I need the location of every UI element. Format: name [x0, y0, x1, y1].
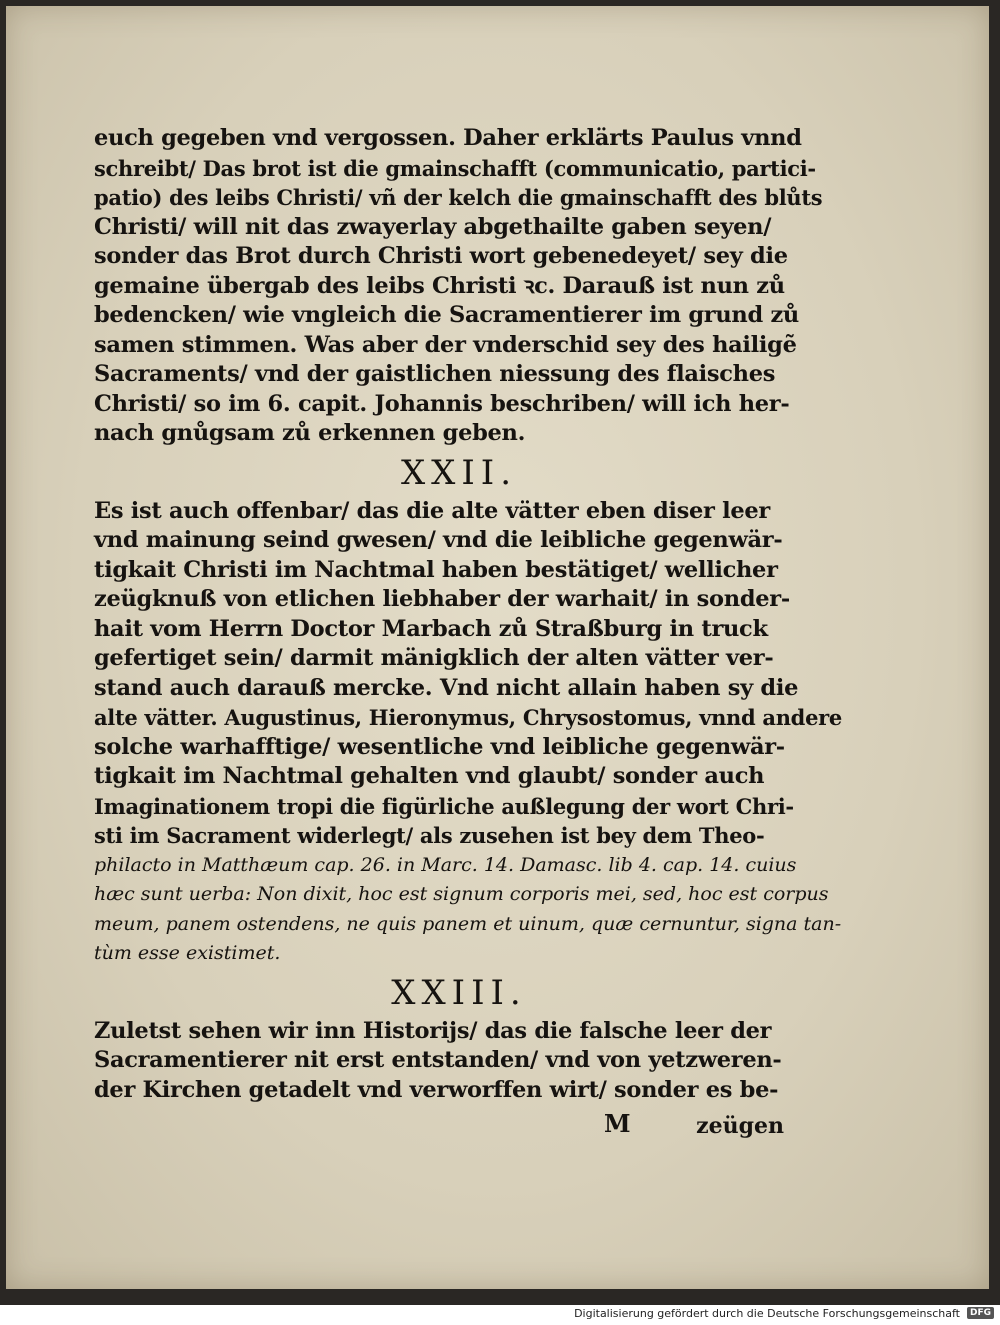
book-page: [6, 6, 989, 1289]
text-line: tigkait Christi im Nachtmal haben bestätiget/ wellicher: [94, 556, 778, 583]
latin-line: hæc sunt uerba: Non dixit, hoc est signum corporis mei, sed, hoc est corpus: [94, 883, 829, 905]
dfg-logo-icon: DFG: [967, 1307, 994, 1319]
text-line: patio) des leibs Christi/ vñ der kelch die gmainschafft des blůts: [94, 185, 823, 210]
latin-line: philacto in Matthæum cap. 26. in Marc. 14. Damasc. lib 4. cap. 14. cuius: [94, 853, 797, 876]
text-line: tigkait im Nachtmal gehalten vnd glaubt/ sonder auch: [94, 763, 765, 789]
text-line: gemaine übergab des leibs Christi ꝛc. Darauß ist nun zů: [94, 272, 785, 299]
text-line: Christi/ will nit das zwayerlay abgethailte gaben seyen/: [94, 213, 772, 240]
text-line: solche warhafftige/ wesentliche vnd leibliche gegenwär-: [94, 733, 785, 760]
paragraph-block-1: [94, 124, 823, 449]
footer-bar: [0, 1305, 1000, 1325]
page-foot-row: [94, 1105, 784, 1145]
text-line: euch gegeben vnd vergossen. Daher erklärts Paulus vnnd: [94, 125, 802, 151]
text-line: zeügknuß von etlichen liebhaber der warhait/ in sonder-: [94, 586, 790, 612]
text-line: Imaginationem tropi die figürliche außlegung der wort Chri-: [94, 793, 794, 819]
section-heading-xxii: XXII.: [400, 452, 518, 493]
paragraph-block-2: [94, 497, 842, 969]
text-line: Sacramentierer nit erst entstanden/ vnd von yetzweren-: [94, 1047, 782, 1073]
text-line: stand auch darauß mercke. Vnd nicht allain haben sy die: [94, 674, 799, 701]
text-line: gefertiget sein/ darmit mänigklich der alten vätter ver-: [94, 645, 774, 671]
catchword: zeügen: [696, 1113, 784, 1139]
latin-line: meum, panem ostendens, ne quis panem et uinum, quæ cernuntur, signa tan-: [94, 912, 842, 935]
text-line: nach gnůgsam zů erkennen geben.: [94, 420, 526, 446]
latin-line: tùm esse existimet.: [94, 942, 281, 964]
text-line: der Kirchen getadelt vnd verworffen wirt/ sonder es be-: [94, 1076, 779, 1103]
text-line: Sacraments/ vnd der gaistlichen niessung des flaisches: [94, 361, 776, 387]
text-block: [94, 124, 842, 1145]
funding-credit: Digitalisierung gefördert durch die Deutsche Forschungsgemeinschaft: [574, 1307, 960, 1320]
text-line: bedencken/ wie vngleich die Sacramentierer im grund zů: [94, 302, 799, 328]
text-line: Christi/ so im 6. capit. Johannis beschriben/ will ich her-: [94, 390, 790, 417]
text-line: hait vom Herrn Doctor Marbach zů Straßburg in truck: [94, 615, 768, 642]
text-line: vnd mainung seind gwesen/ vnd die leibliche gegenwär-: [94, 527, 783, 553]
text-line: sti im Sacrament widerlegt/ als zusehen ist bey dem Theo-: [94, 823, 765, 848]
signature-mark: M: [604, 1109, 631, 1138]
text-line: samen stimmen. Was aber der vnderschid sey des hailigẽ: [94, 331, 797, 358]
section-heading-xxiii: XXIII.: [391, 972, 527, 1013]
paragraph-block-3: [94, 1017, 784, 1106]
text-line: Zuletst sehen wir inn Historijs/ das die falsche leer der: [94, 1017, 772, 1044]
text-line: schreibt/ Das brot ist die gmainschafft (communicatio, partici-: [94, 155, 816, 181]
text-line: sonder das Brot durch Christi wort gebenedeyet/ sey die: [94, 243, 788, 269]
text-line: Es ist auch offenbar/ das die alte vätter eben diser leer: [94, 497, 770, 524]
text-line: alte vätter. Augustinus, Hieronymus, Chrysostomus, vnnd andere: [94, 705, 842, 730]
